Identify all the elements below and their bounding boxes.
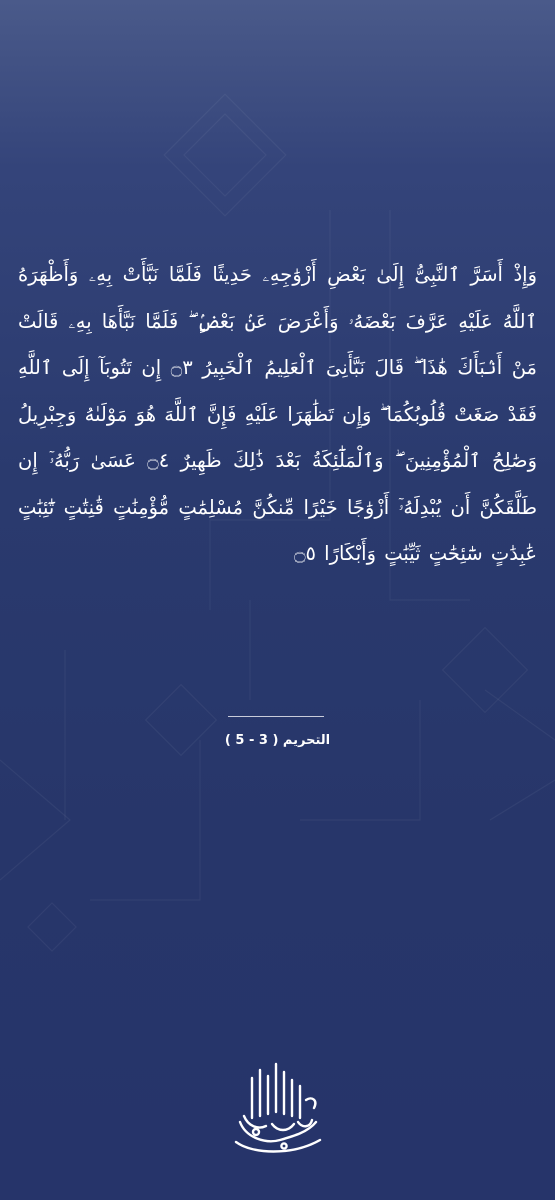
divider-line [228, 716, 324, 717]
surah-reference: التحريم ( 3 - 5 ) [224, 733, 331, 748]
quran-verse-text: وَإِذْ أَسَرَّ ٱلنَّبِىُّ إِلَىٰ بَعْضِ أَزْوَٰجِهِۦ حَدِيثًا فَلَمَّا نَبَّأَتْ بِهِۦ وَأَظْهَرَهُ ٱللَّهُ عَلَيْهِ عَرَّفَ بَعْضَهُۥ وَأَعْرَضَ عَنۢ بَعْضٍۢ ۖ فَلَمَّا نَبَّأَهَا بِهِۦ قَالَتْ مَنْ أَنۢبَأَكَ هَٰذَا ۖ قَالَ نَبَّأَنِىَ ٱلْعَلِيمُ ٱلْخَبِيرُ ۝٣ إِن تَتُوبَآ إِلَى ٱللَّهِ فَقَدْ صَغَتْ قُلُوبُكُمَا ۖ وَإِن تَظَٰهَرَا عَلَيْهِ فَإِنَّ ٱللَّهَ هُوَ مَوْلَىٰهُ وَجِبْرِيلُ وَصَٰلِحُ ٱلْمُؤْمِنِينَ ۖ وَٱلْمَلَٰٓئِكَةُ بَعْدَ ذَٰلِكَ ظَهِيرٌ ۝٤ عَسَىٰ رَبُّهُۥٓ إِن طَلَّقَكُنَّ أَن يُبْدِلَهُۥٓ أَزْوَٰجًا خَيْرًا مِّنكُنَّ مُسْلِمَٰتٍ مُّؤْمِنَٰتٍ قَٰنِتَٰتٍ تَٰٓئِبَٰتٍ عَٰبِدَٰتٍ سَٰٓئِحَٰتٍ ثَيِّبَٰتٍ وَأَبْكَارًا ۝٥ [18, 263, 538, 565]
calligraphy-logo-icon [222, 1056, 332, 1160]
